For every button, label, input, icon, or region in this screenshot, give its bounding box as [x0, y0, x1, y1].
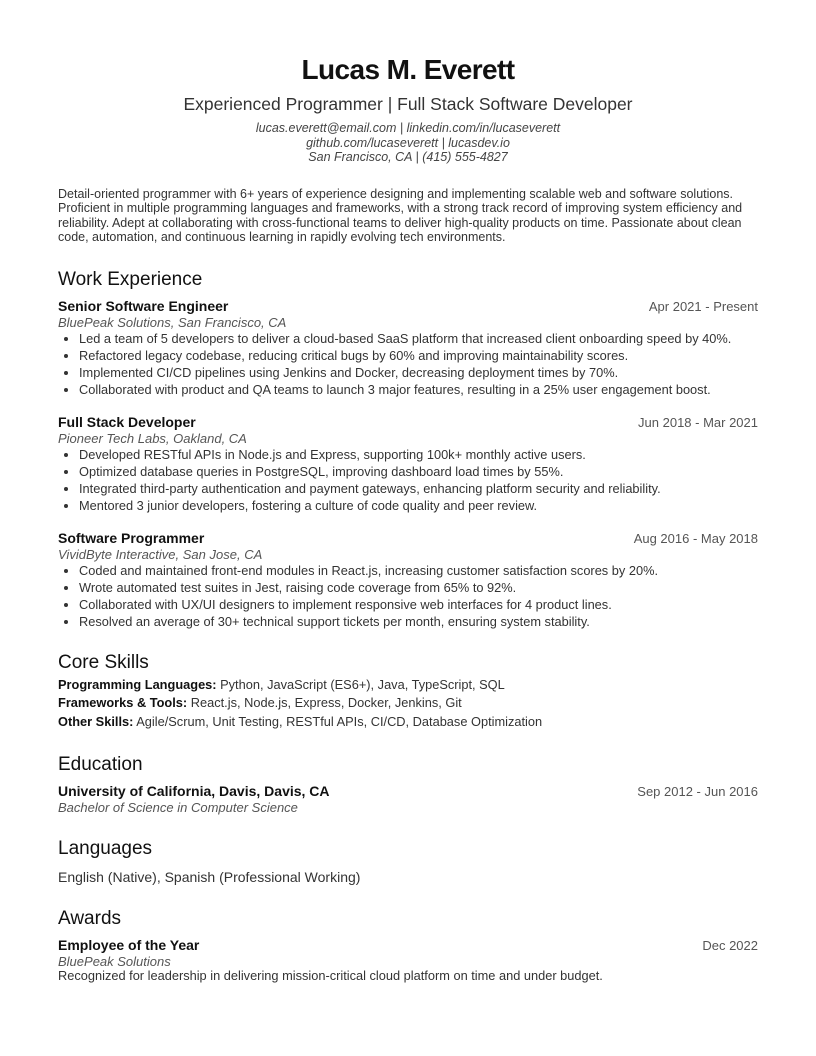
achievement-bullet: • Coded and maintained front-end modules in React.js, increasing customer satisfaction scores by 20%. [79, 564, 758, 579]
education-section [58, 753, 758, 815]
awards-section [58, 907, 758, 984]
section-title-work-experience: Work Experience [58, 268, 203, 290]
job-company: BluePeak Solutions, San Francisco, CA [58, 314, 287, 330]
achievement-bullet: • Resolved an average of 30+ technical support tickets per month, ensuring system stability. [79, 615, 758, 630]
skill-label: Other Skills: [58, 713, 134, 729]
job-achievements [58, 332, 758, 398]
school-name: University of California, Davis, Davis, CA [58, 783, 330, 800]
achievement-bullet: • Wrote automated test suites in Jest, raising code coverage from 65% to 92%. [79, 581, 758, 596]
languages-section [58, 837, 758, 886]
job-company: VividByte Interactive, San Jose, CA [58, 546, 263, 562]
job-title: Software Programmer [58, 529, 205, 546]
education-dates: Sep 2012 - Jun 2016 [637, 784, 758, 800]
achievement-bullet: • Integrated third-party authentication and payment gateways, enhancing platform security and reliability. [79, 482, 758, 497]
achievement-bullet: • Optimized database queries in PostgreSQL, improving dashboard load times by 55%. [79, 465, 758, 480]
skill-row-programming-languages [58, 676, 758, 695]
award-entry [58, 937, 758, 984]
section-title-awards: Awards [58, 908, 122, 930]
skill-row-other-skills [58, 713, 758, 732]
skill-values: React.js, Node.js, Express, Docker, Jenkins, Git [190, 695, 462, 711]
achievement-bullet: • Mentored 3 junior developers, fostering a culture of code quality and peer review. [79, 499, 758, 514]
skill-values: Python, JavaScript (ES6+), Java, TypeScript, SQL [220, 676, 505, 692]
achievement-bullet: • Implemented CI/CD pipelines using Jenkins and Docker, decreasing deployment times by 70%. [79, 366, 758, 381]
languages-list: English (Native), Spanish (Professional Working) [58, 869, 361, 886]
contact-line-location-phone: San Francisco, CA | (415) 555-4827 [308, 150, 508, 164]
job-achievements [58, 448, 758, 514]
achievement-bullet: • Developed RESTful APIs in Node.js and Express, supporting 100k+ monthly active users. [79, 448, 758, 463]
candidate-name: Lucas M. Everett [301, 54, 515, 85]
job-title: Senior Software Engineer [58, 297, 229, 314]
core-skills-section [58, 651, 758, 732]
job-title: Full Stack Developer [58, 413, 196, 430]
award-organization: BluePeak Solutions [58, 954, 171, 970]
award-description: Recognized for leadership in delivering mission-critical cloud platform on time and under budget. [58, 968, 603, 984]
section-title-core-skills: Core Skills [58, 651, 149, 673]
contact-line-email-linkedin: lucas.everett@email.com | linkedin.com/in/lucaseverett [255, 121, 561, 135]
skill-label: Programming Languages: [58, 676, 217, 692]
degree: Bachelor of Science in Computer Science [58, 800, 298, 816]
job-entry [58, 414, 758, 514]
contact-info [58, 121, 758, 165]
job-dates: Aug 2016 - May 2018 [633, 530, 758, 546]
job-entry [58, 530, 758, 630]
achievement-bullet: • Collaborated with product and QA teams to launch 3 major features, resulting in a 25% user engagement boost. [79, 383, 758, 398]
job-dates: Apr 2021 - Present [648, 298, 758, 314]
job-dates: Jun 2018 - Mar 2021 [638, 414, 758, 430]
skill-values: Agile/Scrum, Unit Testing, RESTful APIs, CI/CD, Database Optimization [136, 713, 543, 729]
section-title-education: Education [58, 754, 143, 776]
achievement-bullet: • Collaborated with UX/UI designers to implement responsive web interfaces for 4 product lines. [79, 598, 758, 613]
candidate-headline: Experienced Programmer | Full Stack Software Developer [183, 94, 633, 114]
skill-label: Frameworks & Tools: [58, 695, 188, 711]
job-achievements [58, 564, 758, 630]
professional-summary: Detail-oriented programmer with 6+ years of experience designing and implementing scalable web and software solutions. Proficient in multiple programming languages and frameworks, with a strong track record of improving system efficiency and reliability. Adept at collaborating with cross-functional teams to deliver high-quality products on time. Passionate about clean code, automation, and continuous learning in rapidly evolving tech environments. [58, 186, 743, 244]
section-title-languages: Languages [58, 838, 153, 860]
contact-line-github-website: github.com/lucaseverett | lucasdev.io [306, 135, 510, 150]
job-entry [58, 298, 758, 398]
award-date: Dec 2022 [702, 938, 758, 954]
skill-row-frameworks-tools [58, 694, 758, 713]
resume-header [58, 0, 758, 165]
achievement-bullet: • Refactored legacy codebase, reducing critical bugs by 60% and improving maintainability scores. [79, 349, 758, 364]
award-title: Employee of the Year [58, 937, 200, 954]
achievement-bullet: • Led a team of 5 developers to deliver a cloud-based SaaS platform that increased client onboarding speed by 40%. [79, 332, 758, 347]
work-experience-section [58, 268, 758, 630]
job-company: Pioneer Tech Labs, Oakland, CA [58, 430, 247, 446]
